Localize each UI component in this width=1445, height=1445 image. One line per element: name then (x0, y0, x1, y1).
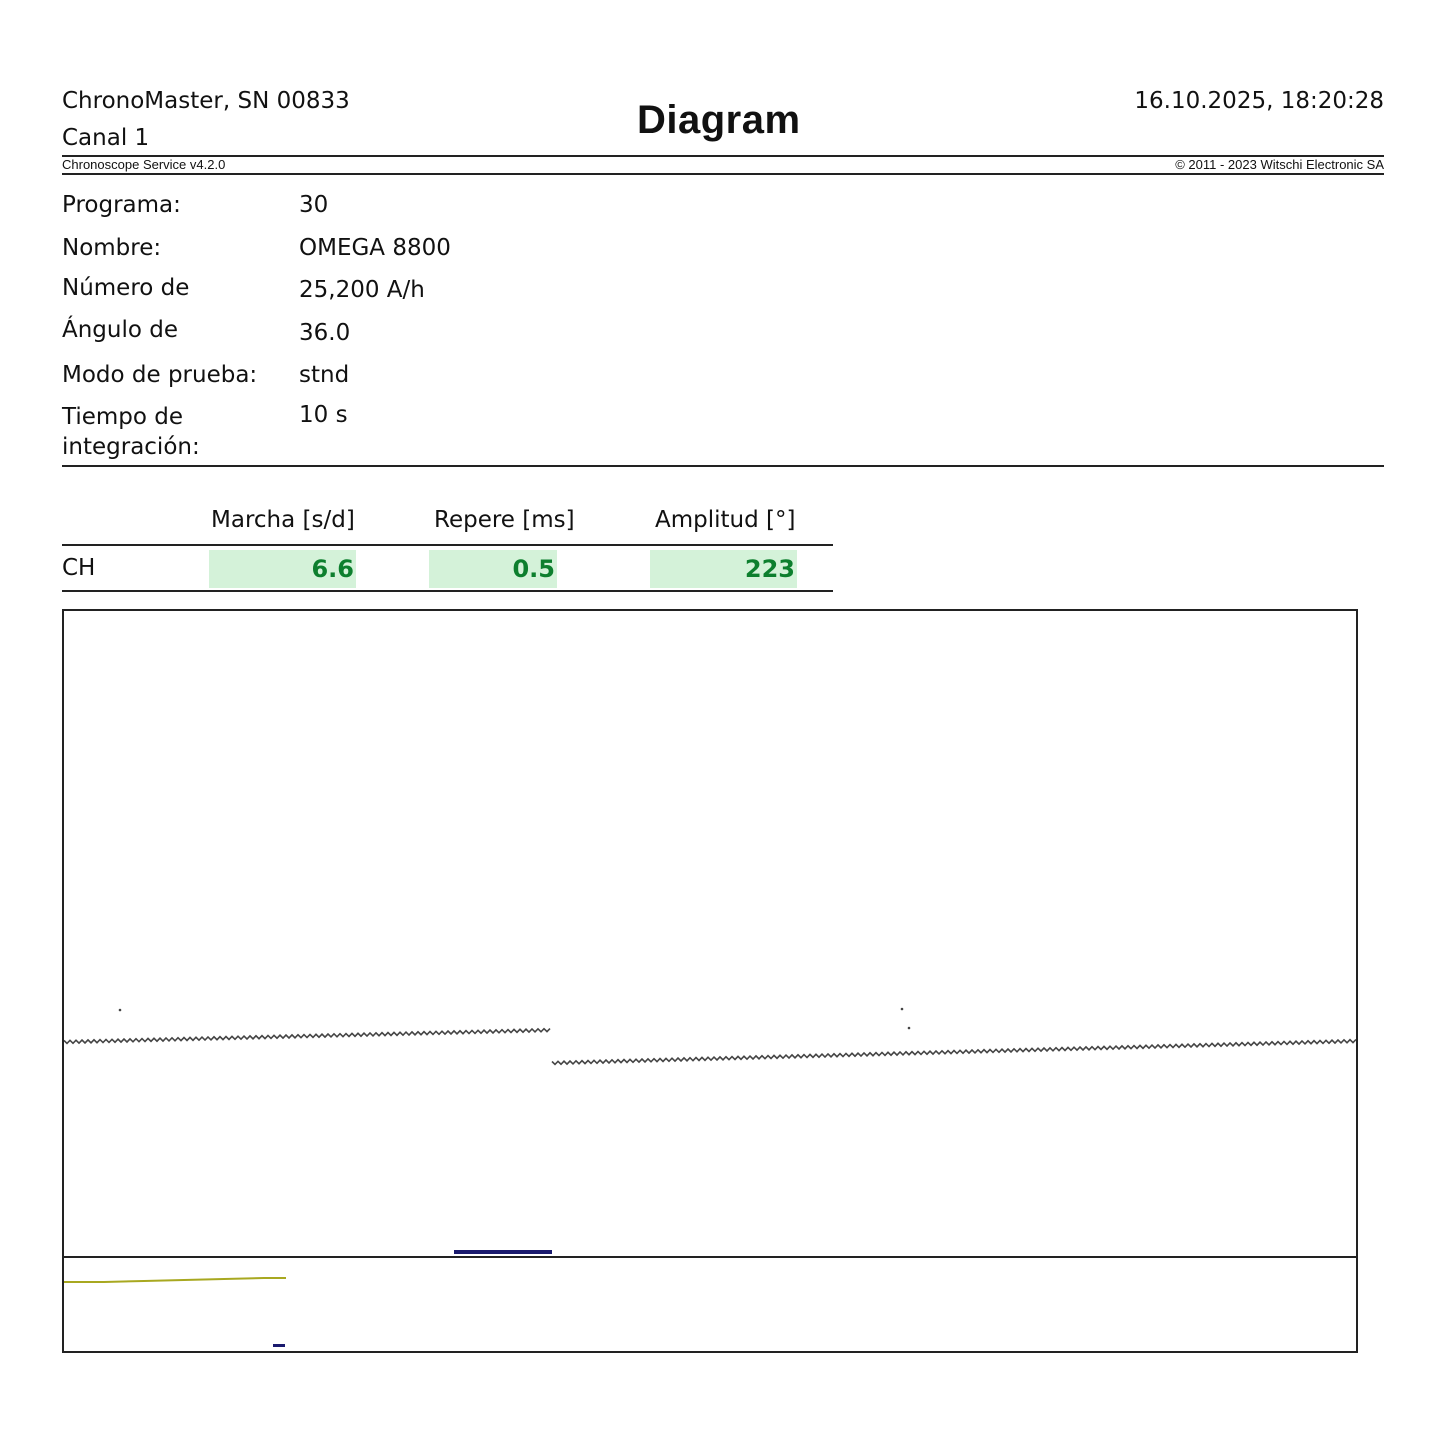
col-header-beat-error: Repere [ms] (434, 507, 575, 533)
value-rate: 6.6 (209, 550, 356, 588)
device-name: ChronoMaster, SN 00833 (62, 88, 350, 114)
software-version: Chronoscope Service v4.2.0 (62, 157, 226, 172)
stray-dot-1 (119, 1009, 122, 1012)
param-label-name: Nombre: (62, 235, 162, 261)
param-value-name: OMEGA 8800 (299, 235, 451, 261)
table-rule-bottom (62, 590, 833, 592)
param-value-integration-time: 10 s (299, 402, 348, 428)
col-header-rate: Marcha [s/d] (211, 507, 355, 533)
param-value-lift-angle: 36.0 (299, 320, 351, 346)
param-value-beat-rate: 25,200 A/h (299, 277, 425, 303)
col-header-amplitude: Amplitud [°] (655, 507, 796, 533)
trace-segment-1 (64, 1029, 550, 1044)
param-value-program: 30 (299, 192, 329, 218)
row-label-ch: CH (62, 555, 96, 581)
value-amplitude: 223 (650, 550, 797, 588)
channel-label: Canal 1 (62, 125, 150, 151)
header-rule-bottom (62, 173, 1384, 175)
trace-segment-2 (552, 1040, 1356, 1065)
copyright: © 2011 - 2023 Witschi Electronic SA (1175, 157, 1384, 172)
stray-dot-2 (901, 1008, 904, 1011)
params-rule (62, 465, 1384, 467)
date-time: 16.10.2025, 18:20:28 (1134, 88, 1384, 114)
page-title: Diagram (637, 98, 801, 142)
timegrapher-diagram (62, 609, 1358, 1353)
param-value-test-mode: stnd (299, 362, 350, 388)
diagram-canvas (64, 611, 1356, 1351)
table-rule-top (62, 544, 833, 546)
amplitude-trace (64, 1278, 286, 1282)
value-beat-error: 0.5 (429, 550, 557, 588)
param-label-integration-time: Tiempo de integración: (62, 404, 200, 460)
lower-marker (273, 1344, 285, 1347)
param-label-test-mode: Modo de prueba: (62, 362, 258, 388)
param-label-beat-rate: Número de (62, 275, 190, 301)
param-label-program: Programa: (62, 192, 181, 218)
stray-dot-3 (908, 1027, 911, 1030)
param-label-lift-angle: Ángulo de (62, 317, 179, 343)
beat-error-marker (454, 1250, 552, 1254)
